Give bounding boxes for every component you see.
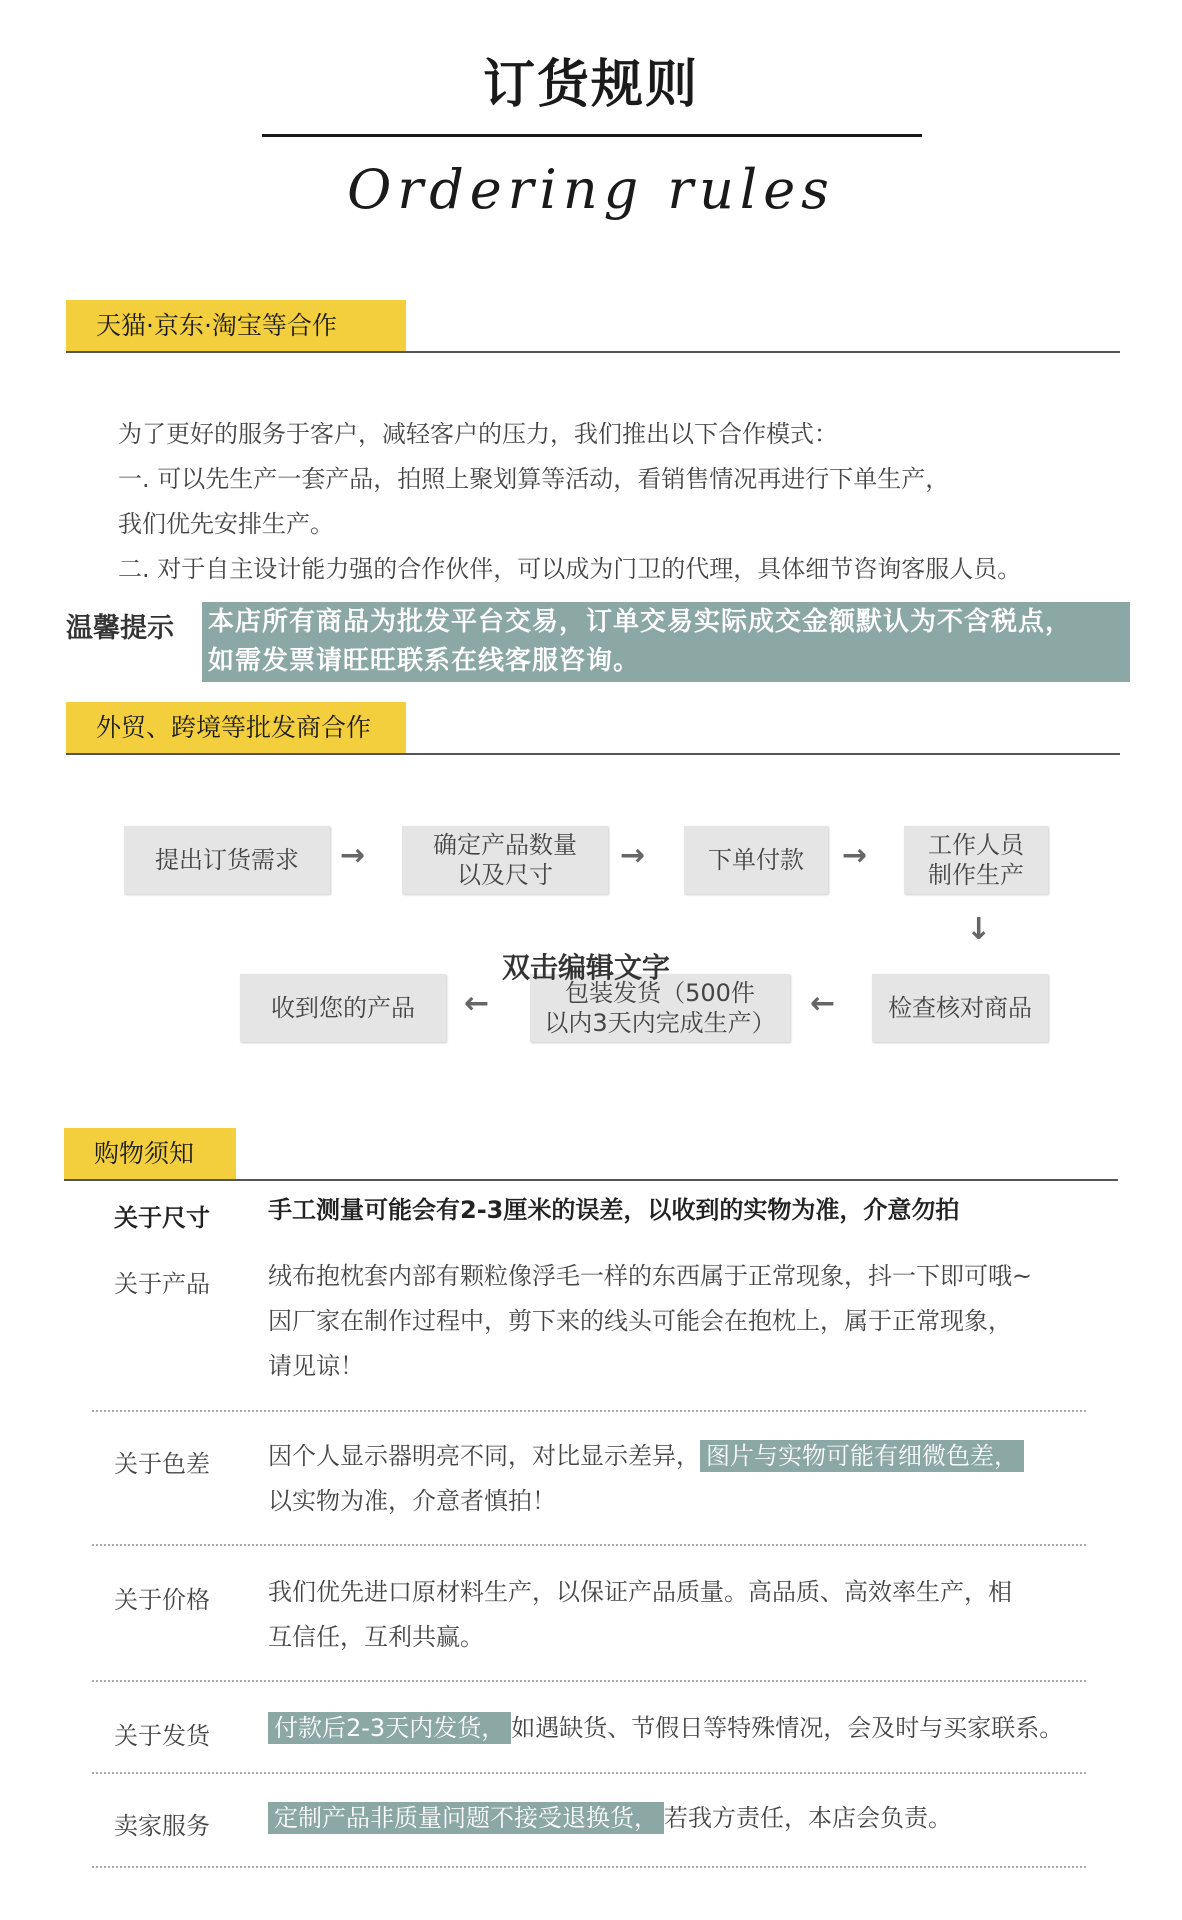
- arrow-left-icon: ←: [464, 986, 490, 1021]
- row-label-color: 关于色差: [114, 1450, 210, 1478]
- row-divider: [92, 1866, 1086, 1868]
- flow-step-confirm: [402, 826, 608, 894]
- flow-step-receive: 收到您的产品: [240, 974, 446, 1042]
- arrow-right-icon: →: [842, 838, 868, 873]
- color-text-pre: 因个人显示器明亮不同，对比显示差异，: [268, 1442, 700, 1470]
- cooperation-item-1-cont: 我们优先安排生产。: [118, 510, 334, 538]
- page-title: 订货规则: [482, 55, 699, 115]
- tip-label: 温馨提示: [66, 613, 174, 644]
- section-divider: [64, 1179, 1118, 1181]
- row-label-size: 关于尺寸: [114, 1204, 210, 1232]
- flow-step-confirm-line2: 以及尺寸: [457, 861, 553, 889]
- service-highlight: 定制产品非质量问题不接受退换货，: [268, 1802, 664, 1834]
- color-highlight: 图片与实物可能有细微色差，: [700, 1440, 1024, 1472]
- section-tab-wholesale: 外贸、跨境等批发商合作: [66, 702, 406, 754]
- section-divider: [66, 351, 1120, 353]
- flow-step-ship-line2: 以内3天内完成生产）: [544, 1009, 776, 1037]
- flow-step-ship-line1: 包装发货（500件: [565, 979, 755, 1007]
- tip-line-2: 如需发票请旺旺联系在线客服咨询。: [208, 646, 641, 676]
- service-text-post: 若我方责任，本店会负责。: [664, 1804, 952, 1832]
- row-text-size: 手工测量可能会有2-3厘米的误差，以收到的实物为准，介意勿拍: [268, 1196, 960, 1224]
- flow-step-inspect: 检查核对商品: [872, 974, 1048, 1042]
- row-text-color-1: [268, 1434, 1024, 1479]
- row-label-product: 关于产品: [114, 1270, 210, 1298]
- flow-step-production-line1: 工作人员: [928, 831, 1024, 859]
- page-subtitle: Ordering rules: [347, 158, 835, 221]
- row-text-product-1: 绒布抱枕套内部有颗粒像浮毛一样的东西属于正常现象，抖一下即可哦~: [268, 1262, 1033, 1290]
- row-text-price-1: 我们优先进口原材料生产，以保证产品质量。高品质、高效率生产，相: [268, 1578, 1012, 1606]
- row-divider: [92, 1410, 1086, 1412]
- row-divider: [92, 1544, 1086, 1546]
- section-divider: [66, 753, 1120, 755]
- cooperation-intro: 为了更好的服务于客户，减轻客户的压力，我们推出以下合作模式：: [118, 420, 838, 448]
- flow-step-payment: 下单付款: [684, 826, 828, 894]
- row-text-service: [268, 1796, 952, 1841]
- row-text-product-3: 请见谅！: [268, 1352, 364, 1380]
- shipping-text-post: 如遇缺货、节假日等特殊情况，会及时与买家联系。: [511, 1714, 1064, 1742]
- cooperation-item-2: 二. 对于自主设计能力强的合作伙伴，可以成为门卫的代理，具体细节咨询客服人员。: [118, 555, 1022, 583]
- flow-step-production-line2: 制作生产: [928, 861, 1024, 889]
- row-label-service: 卖家服务: [114, 1812, 210, 1840]
- section-tab-cooperation: 天猫·京东·淘宝等合作: [66, 300, 406, 352]
- row-divider: [92, 1772, 1086, 1774]
- flow-step-confirm-line1: 确定产品数量: [433, 831, 577, 859]
- title-divider: [262, 134, 922, 137]
- row-text-color-2: 以实物为准，介意者慎拍！: [268, 1487, 556, 1515]
- tip-box: [202, 602, 1130, 682]
- section-tab-shopping-notes: 购物须知: [64, 1128, 236, 1180]
- row-label-price: 关于价格: [114, 1586, 210, 1614]
- arrow-right-icon: →: [340, 838, 366, 873]
- arrow-down-icon: ↓: [966, 912, 992, 947]
- tip-line-1: 本店所有商品为批发平台交易，订单交易实际成交金额默认为不含税点，: [208, 607, 1073, 637]
- flow-step-production: [904, 826, 1048, 894]
- flow-step-request: 提出订货需求: [124, 826, 330, 894]
- arrow-left-icon: ←: [810, 986, 836, 1021]
- row-text-price-2: 互信任，互利共赢。: [268, 1623, 484, 1651]
- cooperation-item-1: 一. 可以先生产一套产品，拍照上聚划算等活动，看销售情况再进行下单生产，: [118, 465, 950, 493]
- arrow-right-icon: →: [620, 838, 646, 873]
- row-text-product-2: 因厂家在制作过程中，剪下来的线头可能会在抱枕上，属于正常现象，: [268, 1307, 1012, 1335]
- row-divider: [92, 1680, 1086, 1682]
- row-label-shipping: 关于发货: [114, 1722, 210, 1750]
- edit-text-overlay: 双击编辑文字: [502, 951, 671, 984]
- row-text-shipping: [268, 1706, 1063, 1751]
- shipping-highlight: 付款后2-3天内发货，: [268, 1712, 511, 1744]
